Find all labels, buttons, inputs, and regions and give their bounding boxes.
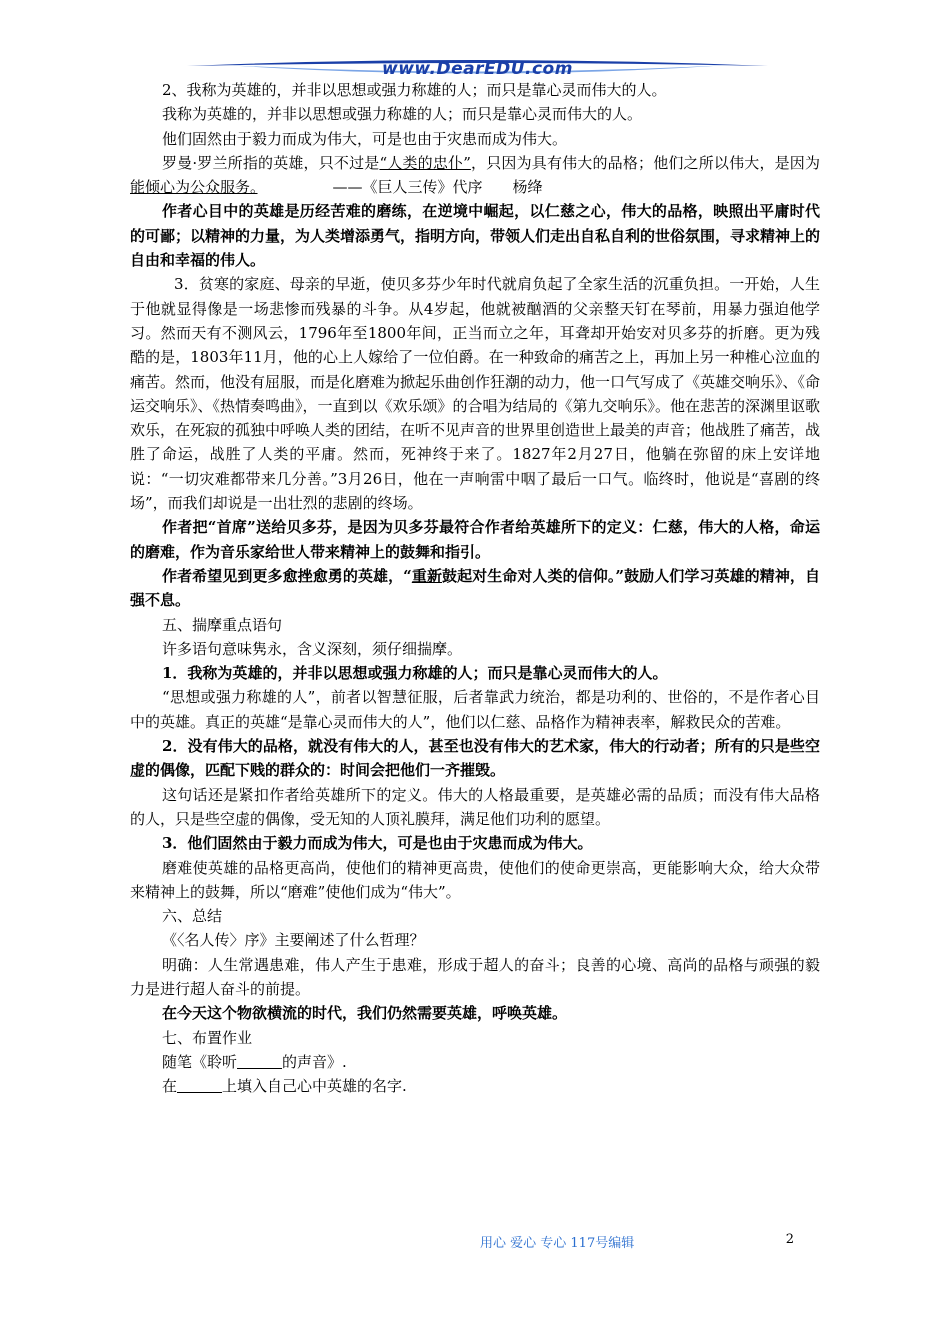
document-body xyxy=(130,78,820,1098)
underlined-phrase: 重新 xyxy=(411,566,443,585)
paragraph-bold: 在今天这个物欲横流的时代，我们仍然需要英雄，呼唤英雄。 xyxy=(162,1004,568,1023)
paragraph-bold: 2．没有伟大的品格，就没有伟大的人，甚至也没有伟大的艺术家，伟大的行动者；所有的只是些空虚的偶像，匹配下贱的群众的：时间会把他们一齐摧毁。 xyxy=(130,737,820,780)
underlined-phrase: 能倾心为公众服务。 xyxy=(130,178,258,197)
page-footer xyxy=(130,1232,820,1254)
blank xyxy=(237,1053,282,1071)
paragraph: 许多语句意味隽永，含义深刻，须仔细揣摩。 xyxy=(162,639,463,658)
paragraph-bold: 1．我称为英雄的，并非以思想或强力称雄的人；而只是靠心灵而伟大的人。 xyxy=(162,664,668,683)
paragraph-bold: 3．他们固然由于毅力而成为伟大，可是也由于灾患而成为伟大。 xyxy=(162,834,593,853)
paragraph: 3．贫寒的家庭、母亲的早逝，使贝多芬少年时代就肩负起了全家生活的沉重负担。一开始，人生于他就显得像是一场悲惨而残暴的斗争。从4岁起，他就被酗酒的父亲整天钉在琴前，用暴力强迫他学习。然而天有不测风云，1796年至1800年间，正当而立之年，耳聋却开始安对贝多芬的折磨。更为残酷的是，1803年11月，他的心上人嫁给了一位伯爵。在一种致命的痛苦之上，再加上另一种椎心泣血的痛苦。然而，他没有屈服，而是化磨难为掀起乐曲创作狂潮的动力，他一口气写成了《英雄交响乐》、《命运交响乐》、《热情奏鸣曲》，一直到以《欢乐颂》的合唱为结局的《第九交响乐》。他在悲苦的深渊里讴歌欢乐，在死寂的孤独中呼唤人类的团结，在听不见声音的世界里创造世上最美的声音；他战胜了痛苦，战胜了命运，战胜了人类的平庸。然而，死神终于来了。1827年2月27日，他躺在弥留的床上安详地说：“一切灾难都带来几分善。”3月26日，他在一声响雷中咽了最后一口气。临终时，他说是“喜剧的终场”，而我们却说是一出壮烈的悲剧的终场。 xyxy=(130,275,821,513)
site-url: www.DearEDU.com xyxy=(382,59,573,79)
paragraph: 他们固然由于毅力而成为伟大，可是也由于灾患而成为伟大。 xyxy=(162,129,568,148)
homework-line: 随笔《聆听 的声音》. xyxy=(162,1052,347,1071)
paragraph: 2、我称为英雄的，并非以思想或强力称雄的人；而只是靠心灵而伟大的人。 xyxy=(162,81,667,99)
section-heading: 七、布置作业 xyxy=(162,1028,253,1047)
paragraph-bold: 作者把“首席”送给贝多芬，是因为贝多芬最符合作者给英雄所下的定义：仁慈，伟大的人格，命运的磨难，作为音乐家给世人带来精神上的鼓舞和指引。 xyxy=(130,518,820,561)
footer-text: 用心 爱心 专心 117号编辑 xyxy=(480,1236,635,1251)
paragraph: 这句话还是紧扣作者给英雄所下的定义。伟大的人格最重要，是英雄必需的品质；而没有伟大品格的人，只是些空虚的偶像，受无知的人顶礼膜拜，满足他们功利的愿望。 xyxy=(130,785,820,828)
paragraph-bold: 作者心目中的英雄是历经苦难的磨练，在逆境中崛起，以仁慈之心，伟大的品格，映照出平庸时代的可鄙；以精神的力量，为人类增添勇气，指明方向，带领人们走出自私自利的世俗氛围，寻求精神上的自由和幸福的伟人。 xyxy=(130,202,821,270)
underlined-phrase: “人类的忠仆” xyxy=(379,153,471,172)
blank xyxy=(177,1077,222,1095)
paragraph-quote-source: 罗曼·罗兰所指的英雄，只不过是“人类的忠仆”，只因为具有伟大的品格；他们之所以伟大，是因为能倾心为公众服务。 ——《巨人三传》代序 杨绛 xyxy=(130,153,820,197)
paragraph: 《〈名人传〉序》主要阐述了什么哲理？ xyxy=(162,931,425,950)
paragraph: 磨难使英雄的品格更高尚，使他们的精神更高贵，使他们的使命更崇高，更能影响大众，给大众带来精神上的鼓舞，所以“磨难”使他们成为“伟大”。 xyxy=(130,858,820,901)
paragraph: 我称为英雄的，并非以思想或强力称雄的人；而只是靠心灵而伟大的人。 xyxy=(162,105,643,124)
paragraph: “思想或强力称雄的人”，前者以智慧征服，后者靠武力统治，都是功利的、世俗的，不是作者心目中的英雄。真正的英雄“是靠心灵而伟大的人”，他们以仁慈、品格作为精神表率，解救民众的苦难。 xyxy=(130,688,820,731)
page-number: 2 xyxy=(785,1232,794,1247)
section-heading: 五、揣摩重点语句 xyxy=(162,615,283,634)
section-heading: 六、总结 xyxy=(162,907,223,926)
paragraph-bold: 作者希望见到更多愈挫愈勇的英雄，“重新鼓起对生命对人类的信仰。”鼓励人们学习英雄的精神，自强不息。 xyxy=(130,566,820,610)
homework-line: 在 上填入自己心中英雄的名字. xyxy=(162,1077,407,1096)
paragraph: 明确：人生常遇患难，伟人产生于患难，形成于超人的奋斗；良善的心境、高尚的品格与顽强的毅力是进行超人奋斗的前提。 xyxy=(130,955,820,998)
